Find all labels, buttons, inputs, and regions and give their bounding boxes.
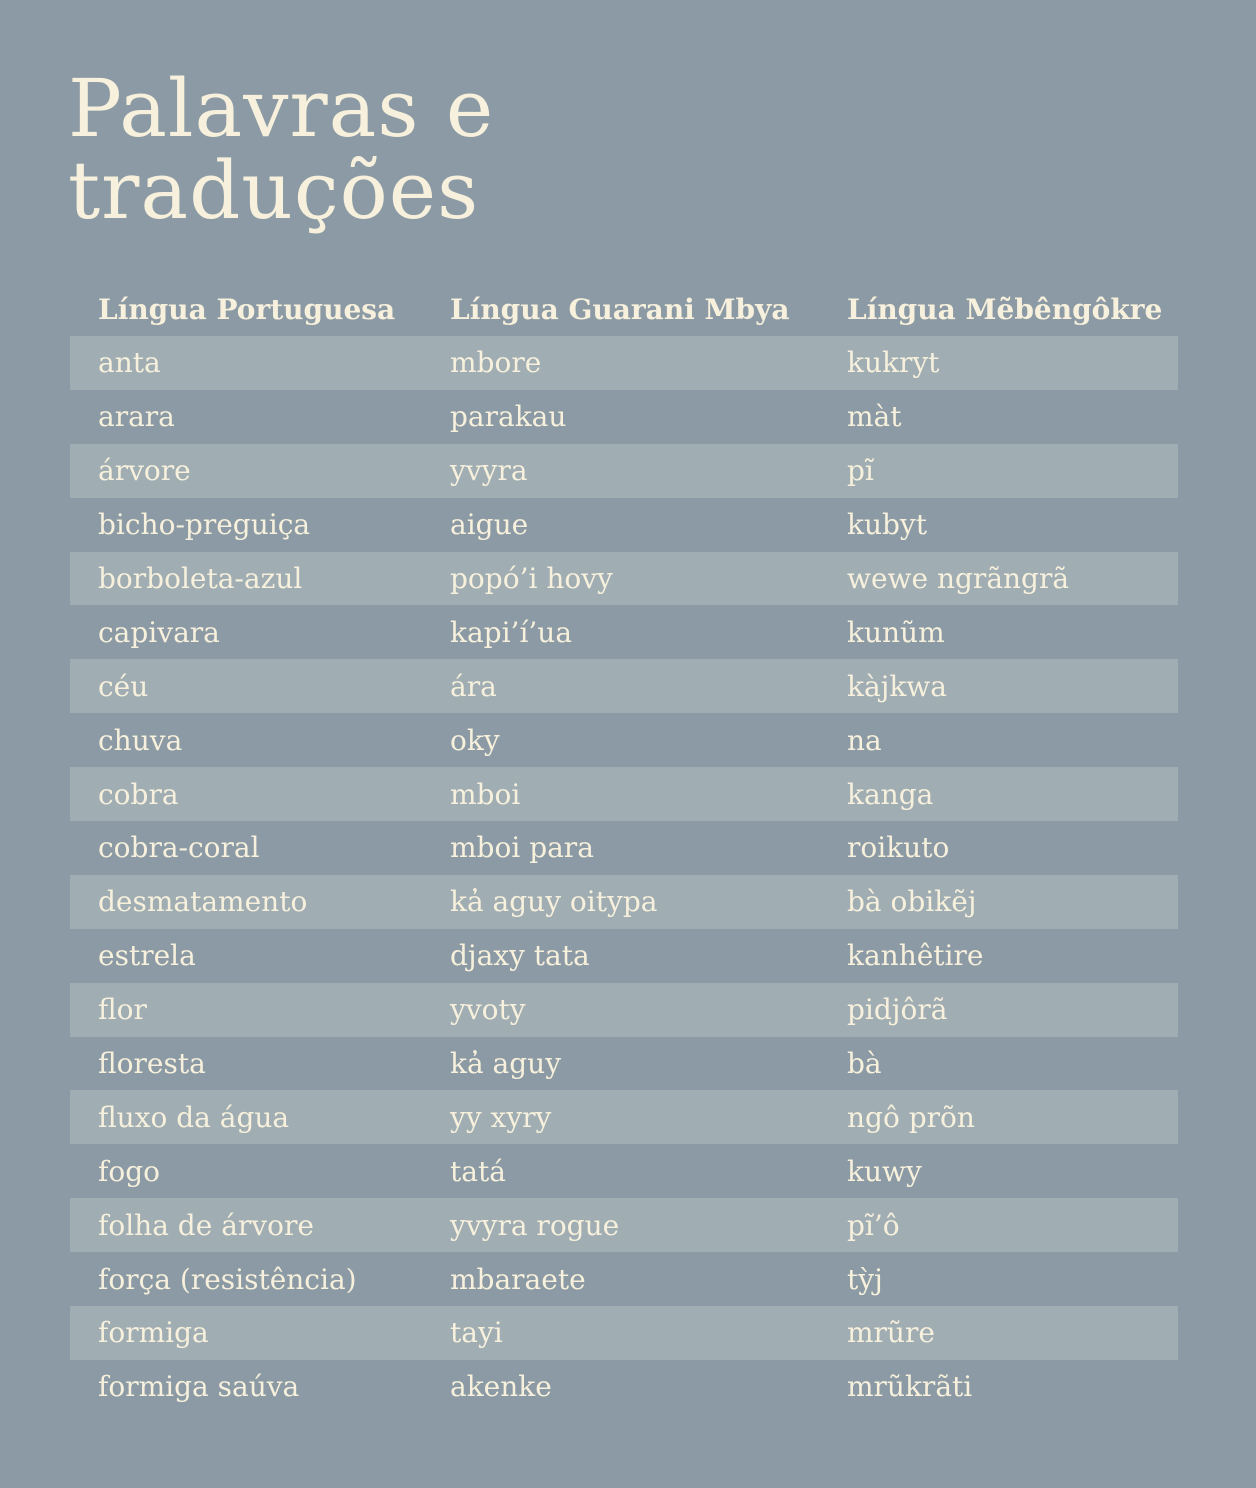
table-row — [70, 1037, 1178, 1091]
table-row — [70, 1144, 1178, 1198]
cell-portuguese: fluxo da água — [98, 1100, 290, 1134]
cell-mebengokre: roikuto — [847, 831, 950, 865]
page-title — [68, 62, 495, 237]
cell-portuguese: fogo — [98, 1154, 161, 1188]
cell-guarani: popó’i hovy — [450, 562, 613, 595]
header-portuguese: Língua Portuguesa — [98, 292, 396, 326]
table-row — [70, 659, 1178, 713]
title-line-1: Palavras e — [68, 62, 495, 155]
cell-mebengokre: bà — [847, 1047, 882, 1081]
cell-mebengokre: wewe ngrãngrã — [847, 562, 1070, 595]
table-row — [70, 336, 1178, 390]
cell-guarani: ára — [450, 669, 497, 703]
cell-portuguese: borboleta-azul — [98, 562, 303, 595]
cell-mebengokre: kunũm — [847, 615, 945, 649]
cell-portuguese: desmatamento — [98, 885, 308, 919]
table-header — [70, 282, 1178, 336]
cell-guarani: mbaraete — [450, 1262, 586, 1296]
cell-mebengokre: pidjôrã — [847, 993, 948, 1027]
table-row — [70, 767, 1178, 821]
cell-guarani: mbore — [450, 346, 542, 380]
cell-guarani: tayi — [450, 1316, 503, 1350]
cell-mebengokre: kuwy — [847, 1154, 922, 1188]
table-row — [70, 1306, 1178, 1360]
cell-guarani: yvyra — [450, 454, 528, 488]
cell-mebengokre: kanga — [847, 777, 934, 811]
translation-table — [70, 282, 1178, 1414]
cell-guarani: parakau — [450, 400, 567, 434]
table-row — [70, 713, 1178, 767]
table-row — [70, 390, 1178, 444]
table-row — [70, 498, 1178, 552]
cell-guarani: kapi’í’ua — [450, 615, 573, 649]
table-row — [70, 605, 1178, 659]
table-row — [70, 929, 1178, 983]
cell-mebengokre: kukryt — [847, 346, 940, 380]
cell-portuguese: anta — [98, 346, 161, 380]
cell-portuguese: formiga saúva — [98, 1370, 300, 1404]
cell-guarani: akenke — [450, 1370, 552, 1404]
cell-portuguese: formiga — [98, 1316, 209, 1350]
table-row — [70, 1252, 1178, 1306]
cell-mebengokre: màt — [847, 400, 902, 434]
cell-guarani: ka̓ aguy oitypa — [450, 885, 658, 919]
title-line-2: traduções — [68, 144, 480, 237]
table-row — [70, 875, 1178, 929]
cell-mebengokre: bà obikẽj — [847, 885, 977, 919]
cell-mebengokre: mrũre — [847, 1316, 935, 1350]
cell-portuguese: bicho-preguiça — [98, 508, 311, 542]
cell-portuguese: chuva — [98, 723, 183, 757]
cell-portuguese: folha de árvore — [98, 1208, 314, 1242]
table-row — [70, 1090, 1178, 1144]
cell-guarani: yvoty — [450, 993, 526, 1027]
table-row — [70, 821, 1178, 875]
cell-guarani: mboi — [450, 777, 521, 811]
cell-guarani: djaxy tata — [450, 939, 590, 973]
cell-mebengokre: pĩ’ô — [847, 1208, 900, 1242]
table-row — [70, 983, 1178, 1037]
cell-guarani: yy xyry — [450, 1100, 552, 1134]
cell-mebengokre: kanhêtire — [847, 939, 984, 973]
cell-portuguese: céu — [98, 669, 149, 703]
header-mebengokre: Língua Mẽbêngôkre — [847, 292, 1163, 326]
cell-portuguese: capivara — [98, 615, 220, 649]
cell-mebengokre: pĩ — [847, 454, 874, 488]
cell-portuguese: floresta — [98, 1047, 206, 1081]
cell-portuguese: arara — [98, 400, 175, 434]
cell-portuguese: estrela — [98, 939, 196, 973]
cell-mebengokre: na — [847, 723, 882, 757]
table-row — [70, 1198, 1178, 1252]
table-row — [70, 552, 1178, 606]
cell-mebengokre: ngô prõn — [847, 1100, 975, 1134]
cell-guarani: tatá — [450, 1154, 506, 1188]
cell-mebengokre: kubyt — [847, 508, 927, 542]
header-guarani-mbya: Língua Guarani Mbya — [450, 292, 790, 326]
cell-portuguese: cobra — [98, 777, 179, 811]
cell-portuguese: força (resistência) — [98, 1262, 357, 1296]
cell-mebengokre: mrũkrãti — [847, 1370, 973, 1404]
cell-portuguese: cobra-coral — [98, 831, 260, 865]
cell-mebengokre: tỳj — [847, 1262, 883, 1296]
cell-mebengokre: kàjkwa — [847, 669, 947, 703]
cell-guarani: mboi para — [450, 831, 594, 865]
table-row — [70, 444, 1178, 498]
table-row — [70, 1360, 1178, 1414]
cell-guarani: ka̓ aguy — [450, 1047, 562, 1081]
cell-portuguese: flor — [98, 993, 147, 1027]
cell-guarani: yvyra rogue — [450, 1208, 620, 1242]
cell-guarani: oky — [450, 723, 500, 757]
cell-guarani: aigue — [450, 508, 529, 542]
cell-portuguese: árvore — [98, 454, 191, 488]
